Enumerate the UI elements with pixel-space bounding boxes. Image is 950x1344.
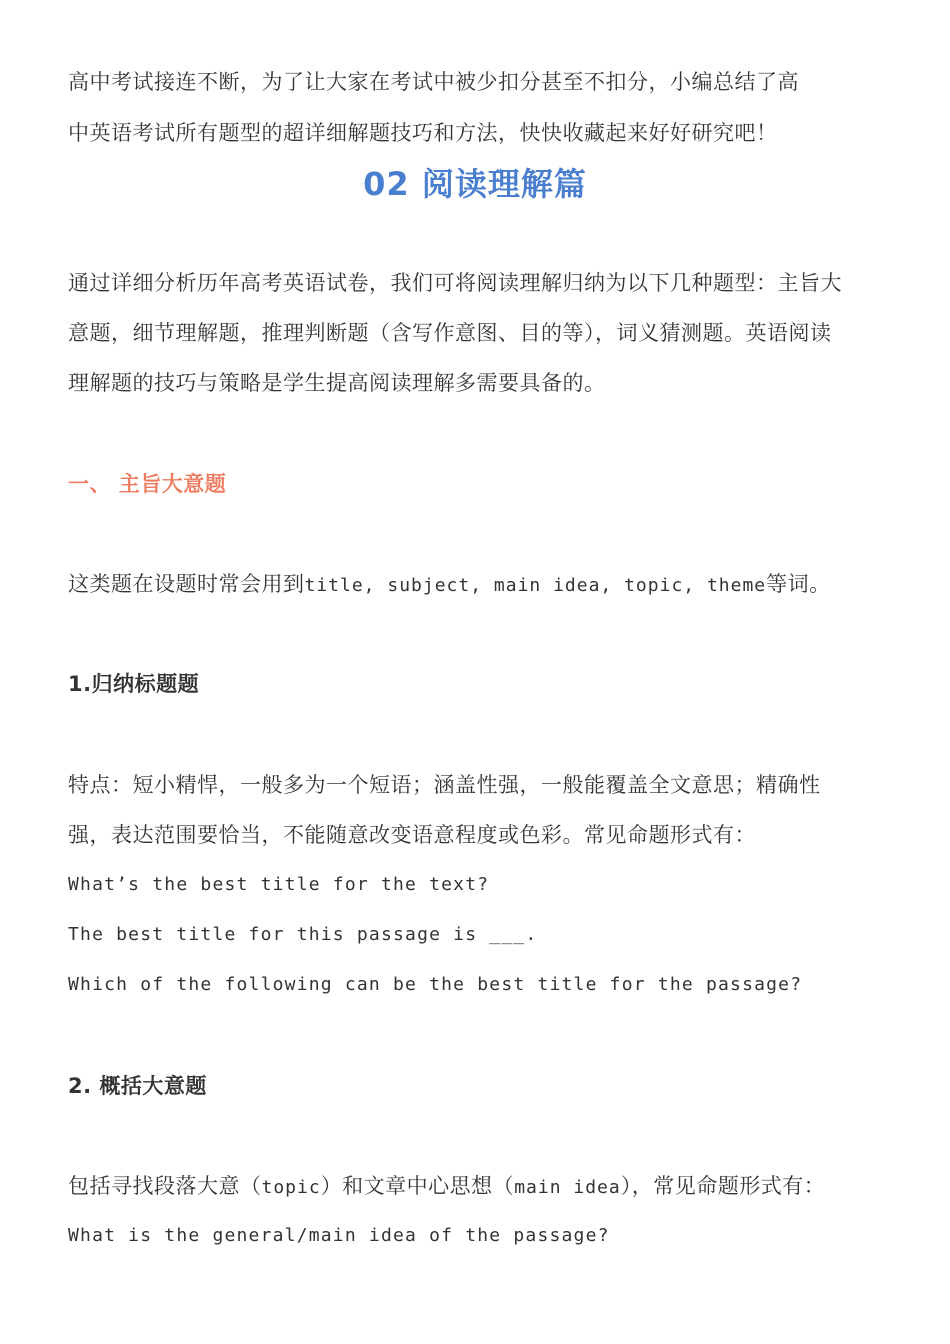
intro-line-2: 中英语考试所有题型的超详细解题技巧和方法，快快收藏起来好好研究吧！	[68, 121, 778, 145]
main-idea-description	[68, 1171, 825, 1203]
main-idea-desc-part-3: ），常见命题形式有：	[620, 1174, 826, 1198]
section-description-prefix: 这类题在设题时常会用到	[68, 572, 305, 596]
overview-line-2: 意题，细节理解题，推理判断题（含写作意图、目的等），词义猜测题。英语阅读	[68, 321, 832, 345]
main-idea-desc-keyword-main-idea: main idea	[514, 1177, 621, 1198]
subheading-main-idea: 2. 概括大意题	[68, 1074, 207, 1098]
overview-line-1: 通过详细分析历年高考英语试卷，我们可将阅读理解归纳为以下几种题型：主旨大	[68, 271, 842, 295]
main-idea-desc-keyword-topic: topic	[261, 1177, 321, 1198]
section-description-suffix: 等词。	[766, 572, 831, 596]
section-heading-main-idea: 一、 主旨大意题	[68, 472, 227, 496]
example-question-3: Which of the following can be the best title for the passage?	[68, 974, 803, 995]
example-question-1: What’s the best title for the text?	[68, 874, 490, 895]
example-question-2: The best title for this passage is ___.	[68, 924, 538, 945]
feature-line-1: 特点：短小精悍，一般多为一个短语；涵盖性强，一般能覆盖全文意思；精确性	[68, 773, 821, 797]
main-idea-desc-part-1: 包括寻找段落大意（	[68, 1174, 262, 1198]
main-idea-desc-part-2: ）和文章中心思想（	[320, 1174, 515, 1198]
section-description	[68, 569, 831, 601]
intro-line-1: 高中考试接连不断，为了让大家在考试中被少扣分甚至不扣分，小编总结了高	[68, 70, 799, 94]
feature-line-2: 强，表达范围要恰当，不能随意改变语意程度或色彩。常见命题形式有：	[68, 823, 756, 847]
subheading-title-questions: 1.归纳标题题	[68, 672, 200, 696]
page-title: 02 阅读理解篇	[363, 165, 587, 203]
example-question-4: What is the general/main idea of the passage?	[68, 1225, 610, 1246]
overview-line-3: 理解题的技巧与策略是学生提高阅读理解多需要具备的。	[68, 371, 606, 395]
section-description-keywords: title, subject, main idea, topic, theme	[304, 575, 767, 596]
